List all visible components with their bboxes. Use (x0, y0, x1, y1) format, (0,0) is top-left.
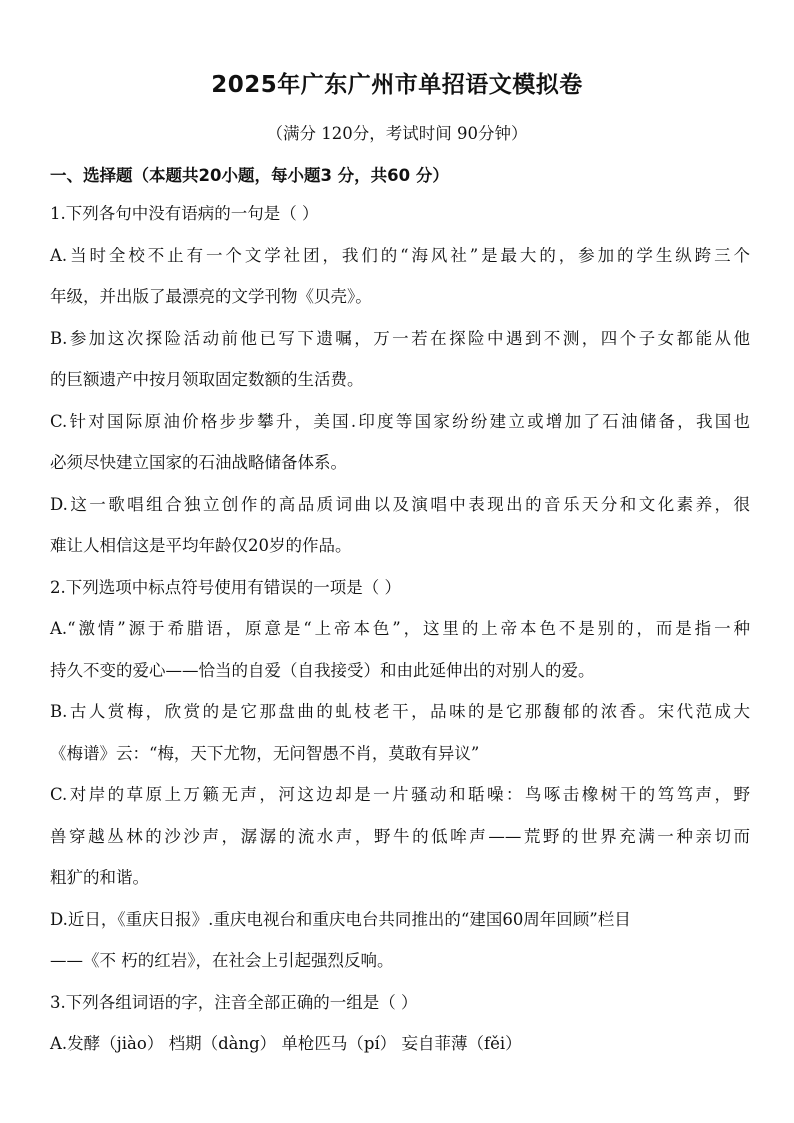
option-line: 必须尽快建立国家的石油战略储备体系。 (50, 453, 347, 472)
option-line: 粗犷的和谐。 (50, 868, 149, 887)
option-line: 兽穿越丛林的沙沙声，潺潺的流水声，野牛的低哞声——荒野的世界充满一种亲切而 (50, 827, 750, 846)
page-title: 2025年广东广州市单招语文模拟卷 (211, 72, 583, 98)
option-line: 难让人相信这是平均年龄仅20岁的作品。 (50, 536, 352, 555)
exam-info: （满分 120分，考试时间 90分钟） (266, 124, 528, 143)
option-line: A.当时全校不止有一个文学社团，我们的“海风社”是最大的，参加的学生纵跨三个 (50, 246, 750, 265)
option-line: A.发酵（jiào） 档期（dàng） 单枪匹马（pí） 妄自菲薄（fěi） (50, 1034, 522, 1053)
option-line: C.对岸的草原上万籁无声，河这边却是一片骚动和聒噪：鸟啄击橡树干的笃笃声，野 (50, 785, 750, 804)
option-line: 《梅谱》云：“梅，天下尤物，无问智愚不肖，莫敢有异议” (50, 744, 480, 763)
option-line: 年级，并出版了最漂亮的文学刊物《贝壳》。 (50, 287, 372, 306)
option-line: C.针对国际原油价格步步攀升，美国.印度等国家纷纷建立或增加了石油储备，我国也 (50, 412, 750, 431)
option-line: D.近日，《重庆日报》.重庆电视台和重庆电台共同推出的“建国60周年回顾”栏目 (50, 910, 631, 929)
option-line: ——《不 朽的红岩》，在社会上引起强烈反响。 (50, 951, 394, 970)
option-line: D.这一歌唱组合独立创作的高品质词曲以及演唱中表现出的音乐天分和文化素养，很 (50, 495, 750, 514)
option-line: B.参加这次探险活动前他已写下遗嘱，万一若在探险中遇到不测，四个子女都能从他 (50, 329, 750, 348)
question-stem: 3.下列各组词语的字，注音全部正确的一组是（ ） (50, 993, 418, 1012)
question-stem: 2.下列选项中标点符号使用有错误的一项是（ ） (50, 578, 401, 597)
option-line: A.“激情”源于希腊语，原意是“上帝本色”，这里的上帝本色不是别的，而是指一种 (50, 619, 750, 638)
option-line: 的巨额遗产中按月领取固定数额的生活费。 (50, 370, 364, 389)
option-line: B.古人赏梅，欣赏的是它那盘曲的虬枝老干，品味的是它那馥郁的浓香。宋代范成大 (50, 702, 750, 721)
section-heading: 一、选择题（本题共20小题，每小题3 分，共60 分） (50, 166, 449, 185)
option-line: 持久不变的爱心——恰当的自爱（自我接受）和由此延伸出的对别人的爱。 (50, 661, 595, 680)
question-stem: 1.下列各句中没有语病的一句是（ ） (50, 204, 319, 223)
